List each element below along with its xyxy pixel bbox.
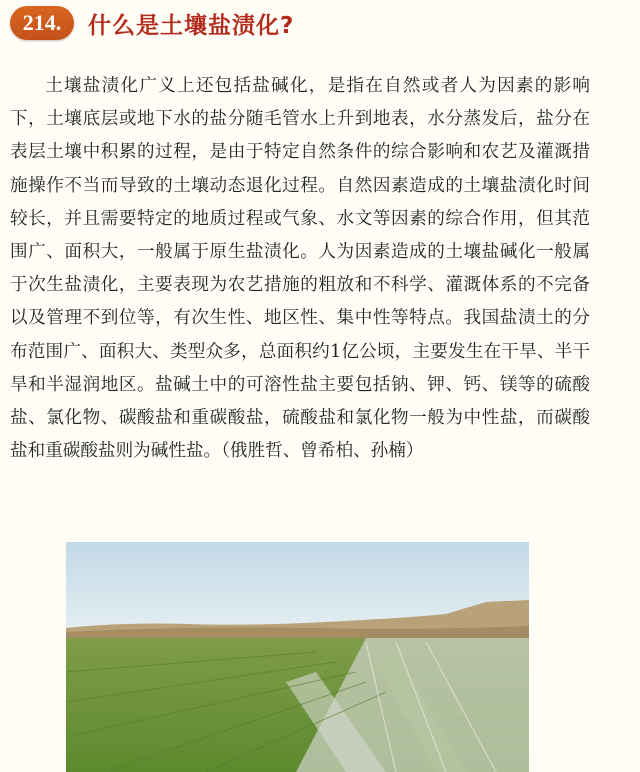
section-header — [10, 4, 294, 42]
field-photo-illustration — [66, 542, 529, 772]
section-title: 什么是土壤盐渍化? — [88, 12, 295, 39]
body-paragraph: 土壤盐渍化广义上还包括盐碱化，是指在自然或者人为因素的影响下，土壤底层或地下水的盐分随毛管水上升到地表，水分蒸发后，盐分在表层土壤中积累的过程，是由于特定自然条件的综合影响和农艺及灌溉措施操作不当而导致的土壤动态退化过程。自然因素造成的土壤盐渍化时间较长，并且需要特定的地质过程或气象、水文等因素的综合作用，但其范围广、面积大，一般属于原生盐渍化。人为因素造成的土壤盐碱化一般属于次生盐渍化，主要表现为农艺措施的粗放和不科学、灌溉体系的不完备以及管理不到位等，有次生性、地区性、集中性等特点。我国盐渍土的分布范围广、面积大、类型众多，总面积约1亿公顷，主要发生在干旱、半干旱和半湿润地区。盐碱土中的可溶性盐主要包括钠、钾、钙、镁等的硫酸盐、氯化物、碳酸盐和重碳酸盐，硫酸盐和氯化物一般为中性盐，而碳酸盐和重碳酸盐则为碱性盐。（俄胜哲、曾希柏、孙楠） — [10, 76, 590, 462]
salinized-field-photo — [66, 542, 529, 772]
section-number-badge: 214. — [10, 6, 74, 40]
